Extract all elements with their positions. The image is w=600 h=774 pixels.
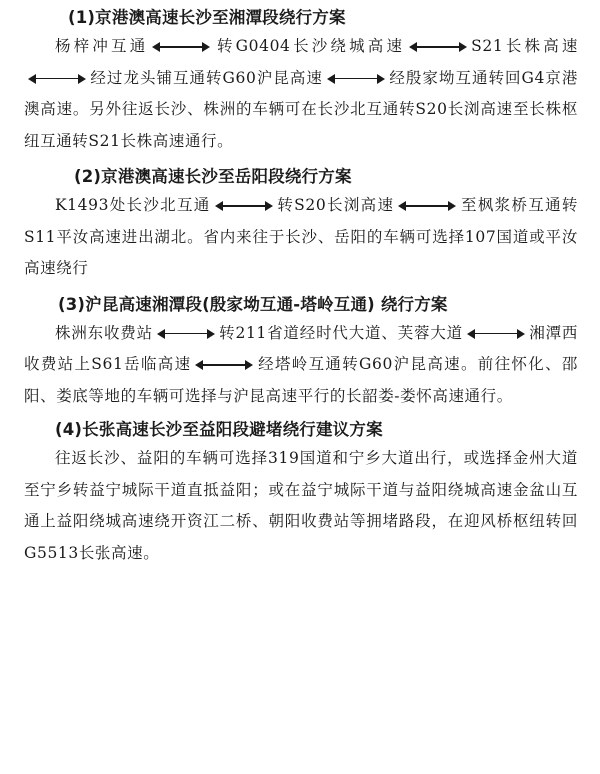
double-arrow-icon (467, 328, 525, 340)
double-arrow-icon (195, 359, 253, 371)
double-arrow-icon (398, 200, 456, 212)
section-heading: (4)长张高速长沙至益阳段避堵绕行建议方案 (55, 420, 383, 439)
route-segment: S21长株高速 (471, 37, 578, 55)
route-segment: 经殷家坳互通转回G4京港澳高速。另外往返长沙、株洲的车辆可在长沙北互通转S20长浏高速至长株枢纽互通转S21长株高速通行。 (24, 68, 578, 150)
route-segment: 转211省道经时代大道、芙蓉大道 (218, 323, 464, 342)
double-arrow-icon (152, 41, 210, 53)
double-arrow-icon (157, 328, 215, 340)
double-arrow-icon (28, 73, 86, 85)
route-segment: 经塔岭互通转G60沪昆高速。前往怀化、邵阳、娄底等地的车辆可选择与沪昆高速平行的长韶娄-娄怀高速通行。 (24, 355, 578, 405)
route-segment: 株洲东收费站 (55, 323, 153, 342)
route-segment: 杨梓冲互通 (55, 37, 149, 55)
route-segment: 转S20长浏高速 (276, 196, 395, 214)
double-arrow-icon (409, 41, 467, 53)
section-heading: (1)京港澳高速长沙至湘潭段绕行方案 (68, 8, 346, 27)
section-4 (24, 416, 578, 569)
route-segment: 往返长沙、益阳的车辆可选择319国道和宁乡大道出行，或选择金州大道至宁乡转益宁城际干道直抵益阳；或在益宁城际干道与益阳绕城高速金盆山互通上益阳绕城高速绕开资江二桥、朝阳收费站等拥堵路段，在迎风桥枢纽转回G5513长张高速。 (24, 449, 578, 562)
section-heading: (3)沪昆高速湘潭段(殷家坳互通-塔岭互通) 绕行方案 (58, 294, 448, 314)
section-paragraph (24, 318, 578, 413)
double-arrow-icon (215, 200, 273, 212)
section-heading: (2)京港澳高速长沙至岳阳段绕行方案 (74, 167, 352, 186)
route-segment: K1493处长沙北互通 (55, 196, 211, 214)
section-2 (24, 163, 578, 285)
section-paragraph (24, 31, 578, 157)
route-segment: 转G0404长沙绕城高速 (214, 37, 406, 55)
route-segment: 经过龙头铺互通转G60沪昆高速 (90, 68, 323, 87)
route-segment: 湘潭西收费站上S61岳临高速 (24, 323, 578, 373)
section-paragraph (24, 443, 578, 569)
route-segment: 至枫浆桥互通转S11平汝高速进出湖北。省内来往于长沙、岳阳的车辆可选择107国道或平汝高速绕行 (24, 196, 578, 277)
section-paragraph (24, 190, 578, 285)
section-1 (24, 4, 578, 157)
double-arrow-icon (327, 73, 385, 85)
section-3 (24, 291, 578, 413)
